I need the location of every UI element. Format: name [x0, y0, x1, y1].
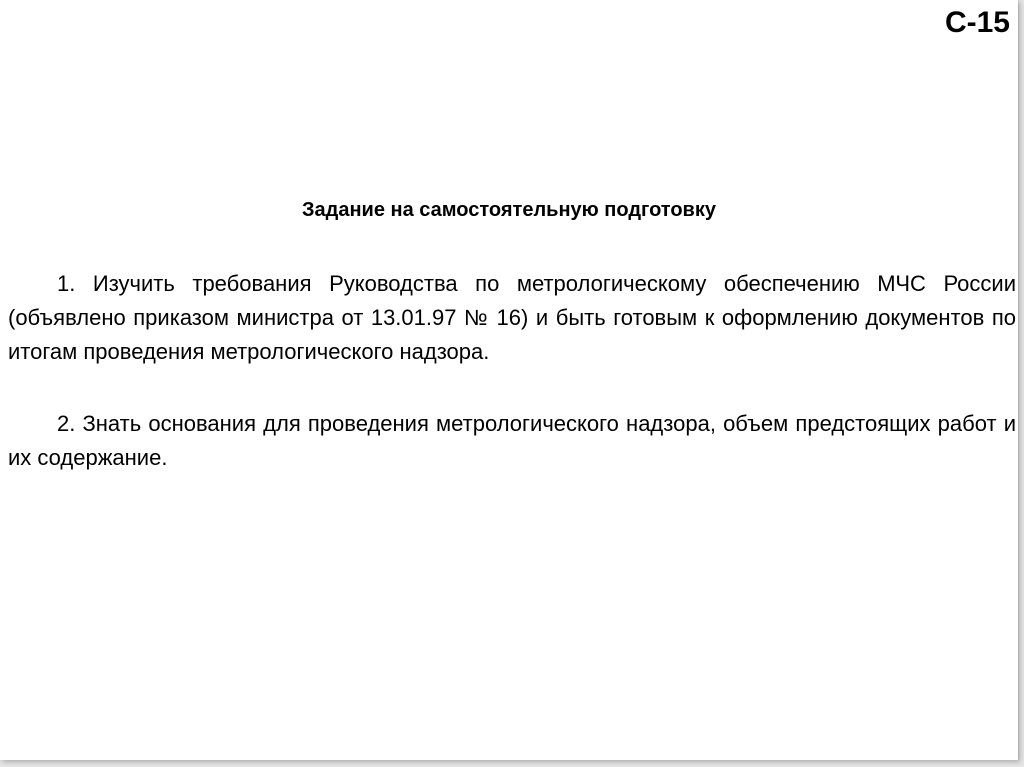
slide-heading: Задание на самостоятельную подготовку [302, 199, 716, 221]
paragraph-task-2: 2. Знать основания для проведения метрологического надзора, объем предстоящих работ и их содержание. [8, 411, 1016, 470]
paragraph-task-1: 1. Изучить требования Руководства по метрологическому обеспечению МЧС России (объявлено приказом министра от 13.01.97 № 16) и быть готовым к оформлению документов по итогам проведения метрологического надзора. [8, 271, 1016, 364]
slide-code: С-15 [944, 6, 1010, 39]
